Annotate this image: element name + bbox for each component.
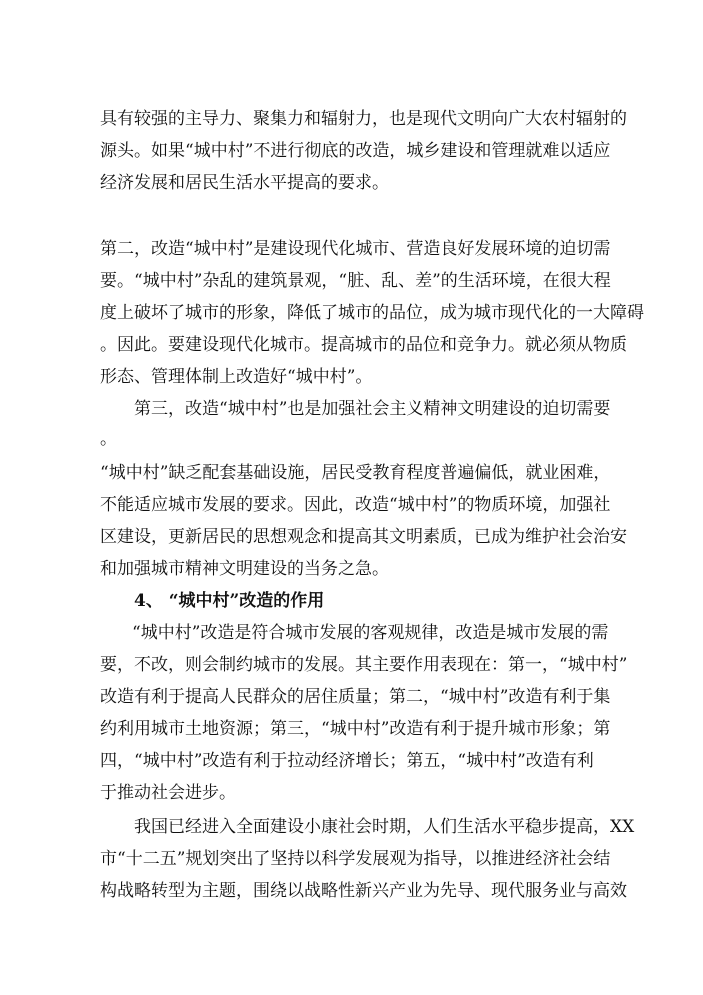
paragraph-line: 构战略转型为主题，围绕以战略性新兴产业为先导、现代服务业与高效 bbox=[100, 881, 627, 901]
paragraph-line: 源头。如果“城中村”不进行彻底的改造，城乡建设和管理就难以适应 bbox=[100, 141, 611, 161]
paragraph-line: 形态、管理体制上改造好“城中村”。 bbox=[100, 367, 373, 387]
section-heading: 4、 “城中村”改造的作用 bbox=[134, 591, 325, 611]
paragraph-line: “城中村”改造是符合城市发展的客观规律，改造是城市发展的需 bbox=[132, 623, 609, 643]
paragraph-line: 度上破坏了城市的形象，降低了城市的品位，成为城市现代化的一大障碍 bbox=[100, 303, 644, 323]
paragraph-line: “城中村”缺乏配套基础设施，居民受教育程度普遍偏低，就业困难， bbox=[100, 463, 611, 483]
paragraph-line: 。 bbox=[100, 429, 117, 449]
paragraph-line: 我国已经进入全面建设小康社会时期，人们生活水平稳步提高，XX bbox=[134, 817, 635, 837]
paragraph-line: 要，不改，则会制约城市的发展。其主要作用表现在：第一，“城中村” bbox=[100, 655, 628, 675]
paragraph-line: 于推动社会进步。 bbox=[100, 783, 236, 803]
paragraph-line: 具有较强的主导力、聚集力和辐射力，也是现代文明向广大农村辐射的 bbox=[100, 109, 627, 129]
paragraph-line: 区建设，更新居民的思想观念和提高其文明素质，已成为维护社会治安 bbox=[100, 527, 627, 547]
paragraph-line: 第三，改造“城中村”也是加强社会主义精神文明建设的迫切需要 bbox=[134, 399, 611, 419]
paragraph-line: 和加强城市精神文明建设的当务之急。 bbox=[100, 559, 389, 579]
paragraph-line: 第二，改造“城中村”是建设现代化城市、营造良好发展环境的迫切需 bbox=[100, 239, 611, 259]
paragraph-line: 约利用城市土地资源；第三，“城中村”改造有利于提升城市形象；第 bbox=[100, 719, 611, 739]
paragraph-line: 市“十二五”规划突出了坚持以科学发展观为指导，以推进经济社会结 bbox=[100, 849, 611, 869]
paragraph-line: 不能适应城市发展的要求。因此，改造“城中村”的物质环境，加强社 bbox=[100, 495, 611, 515]
paragraph-line: 改造有利于提高人民群众的居住质量；第二，“城中村”改造有利于集 bbox=[100, 687, 611, 707]
paragraph-line: 要。“城中村”杂乱的建筑景观，“脏、乱、差”的生活环境，在很大程 bbox=[100, 271, 611, 291]
paragraph-line: 。因此。要建设现代化城市。提高城市的品位和竞争力。就必须从物质 bbox=[100, 335, 627, 355]
paragraph-line: 四，“城中村”改造有利于拉动经济增长；第五，“城中村”改造有利 bbox=[100, 751, 594, 771]
paragraph-line: 经济发展和居民生活水平提高的要求。 bbox=[100, 173, 389, 193]
